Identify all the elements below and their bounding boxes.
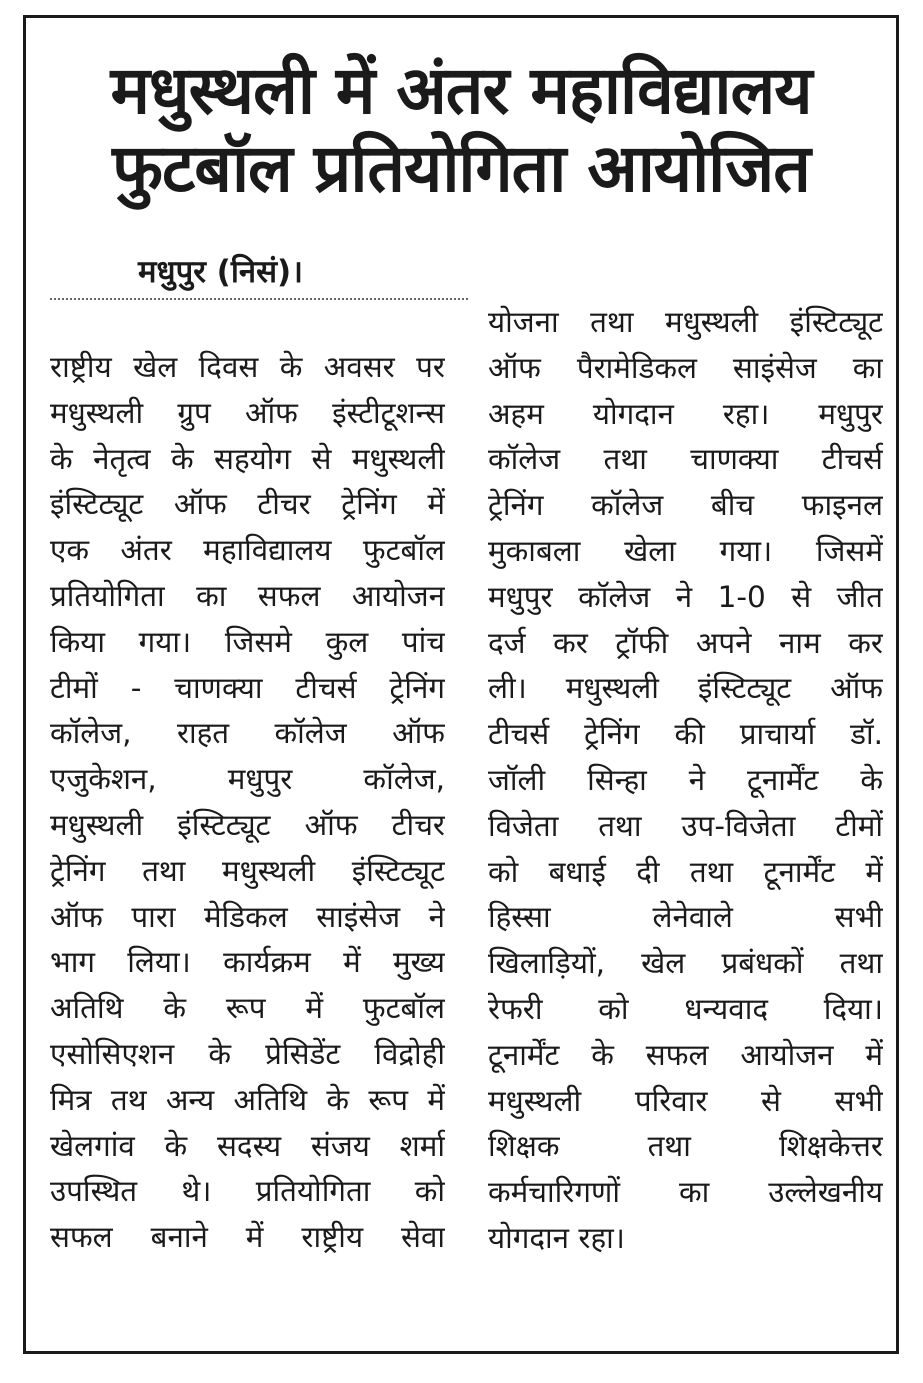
text-line: एक अंतर महाविद्यालय फुटबॉल — [50, 533, 445, 568]
text-line: राष्ट्रीय खेल दिवस के अवसर पर — [50, 350, 445, 384]
text-line: ऑफ पैरामेडिकल साइंसेज का — [488, 350, 883, 385]
text-line: कर्मचारिगणों का उल्लेखनीय — [488, 1175, 883, 1210]
text-line: इंस्टिट्यूट ऑफ टीचर ट्रेनिंग में — [50, 487, 445, 522]
text-line: मधुस्थली परिवार से सभी — [488, 1083, 883, 1118]
text-line: किया गया। जिसमे कुल पांच — [50, 624, 445, 659]
text-line: सफल बनाने में राष्ट्रीय सेवा — [50, 1220, 445, 1255]
article-column-right — [488, 300, 883, 1262]
headline-line-1: मधुस्थली में अंतर महाविद्यालय — [110, 52, 812, 129]
text-line: जॉली सिन्हा ने टूनार्मेंट के — [488, 762, 883, 797]
text-line: टीचर्स ट्रेनिंग की प्राचार्या डॉ. — [488, 717, 883, 752]
text-line: मधुस्थली इंस्टिट्यूट ऑफ टीचर — [50, 807, 445, 842]
text-line: उपस्थित थे। प्रतियोगिता को — [50, 1174, 445, 1209]
text-line: शिक्षक तथा शिक्षकेत्तर — [488, 1129, 883, 1164]
dateline: मधुपुर (निसं)। — [138, 254, 303, 290]
text-line: ट्रेनिंग तथा मधुस्थली इंस्टिट्यूट — [50, 853, 445, 888]
headline-line-2: फुटबॉल प्रतियोगिता आयोजित — [112, 130, 810, 207]
text-line: के नेतृत्व के सहयोग से मधुस्थली — [50, 441, 445, 476]
text-line: रेफरी को धन्यवाद दिया। — [488, 991, 883, 1026]
text-line: कॉलेज, राहत कॉलेज ऑफ — [50, 716, 445, 751]
text-line: टीमों - चाणक्या टीचर्स ट्रेनिंग — [50, 670, 445, 705]
text-line: अहम योगदान रहा। मधुपुर — [488, 396, 883, 431]
text-line: योगदान रहा। — [488, 1220, 625, 1255]
text-line: योजना तथा मधुस्थली इंस्टिट्यूट — [488, 305, 883, 339]
text-line: अतिथि के रूप में फुटबॉल — [50, 991, 445, 1026]
text-line: ऑफ पारा मेडिकल साइंसेज ने — [50, 899, 445, 934]
text-line: मधुपुर कॉलेज ने 1-0 से जीत — [488, 579, 883, 614]
text-line: भाग लिया। कार्यक्रम में मुख्य — [50, 945, 445, 980]
text-line: एजुकेशन, मधुपुर कॉलेज, — [50, 762, 445, 797]
text-line: मित्र तथ अन्य अतिथि के रूप में — [50, 1082, 445, 1117]
text-line: को बधाई दी तथा टूनार्मेंट में — [488, 854, 883, 889]
text-line: प्रतियोगिता का सफल आयोजन — [50, 578, 445, 613]
text-line: विजेता तथा उप-विजेता टीमों — [488, 808, 883, 843]
text-line: ट्रेनिंग कॉलेज बीच फाइनल — [488, 488, 883, 523]
text-line: हिस्सा लेनेवाले सभी — [488, 900, 883, 935]
text-line: खेलगांव के सदस्य संजय शर्मा — [50, 1128, 445, 1163]
text-line: कॉलेज तथा चाणक्या टीचर्स — [488, 442, 883, 477]
dotted-separator — [50, 298, 468, 300]
text-line: टूनार्मेंट के सफल आयोजन में — [488, 1037, 883, 1072]
text-line: मधुस्थली ग्रुप ऑफ इंस्टीटूशन्स — [50, 395, 445, 430]
text-line: खिलाड़ियों, खेल प्रबंधकों तथा — [488, 946, 883, 981]
text-line: मुकाबला खेला गया। जिसमें — [488, 533, 883, 568]
text-line: एसोसिएशन के प्रेसिडेंट विद्रोही — [50, 1036, 445, 1071]
text-line: दर्ज कर ट्रॉफी अपने नाम कर — [488, 625, 883, 660]
article-column-left — [50, 345, 445, 1261]
text-line: ली। मधुस्थली इंस्टिट्यूट ऑफ — [488, 671, 883, 706]
